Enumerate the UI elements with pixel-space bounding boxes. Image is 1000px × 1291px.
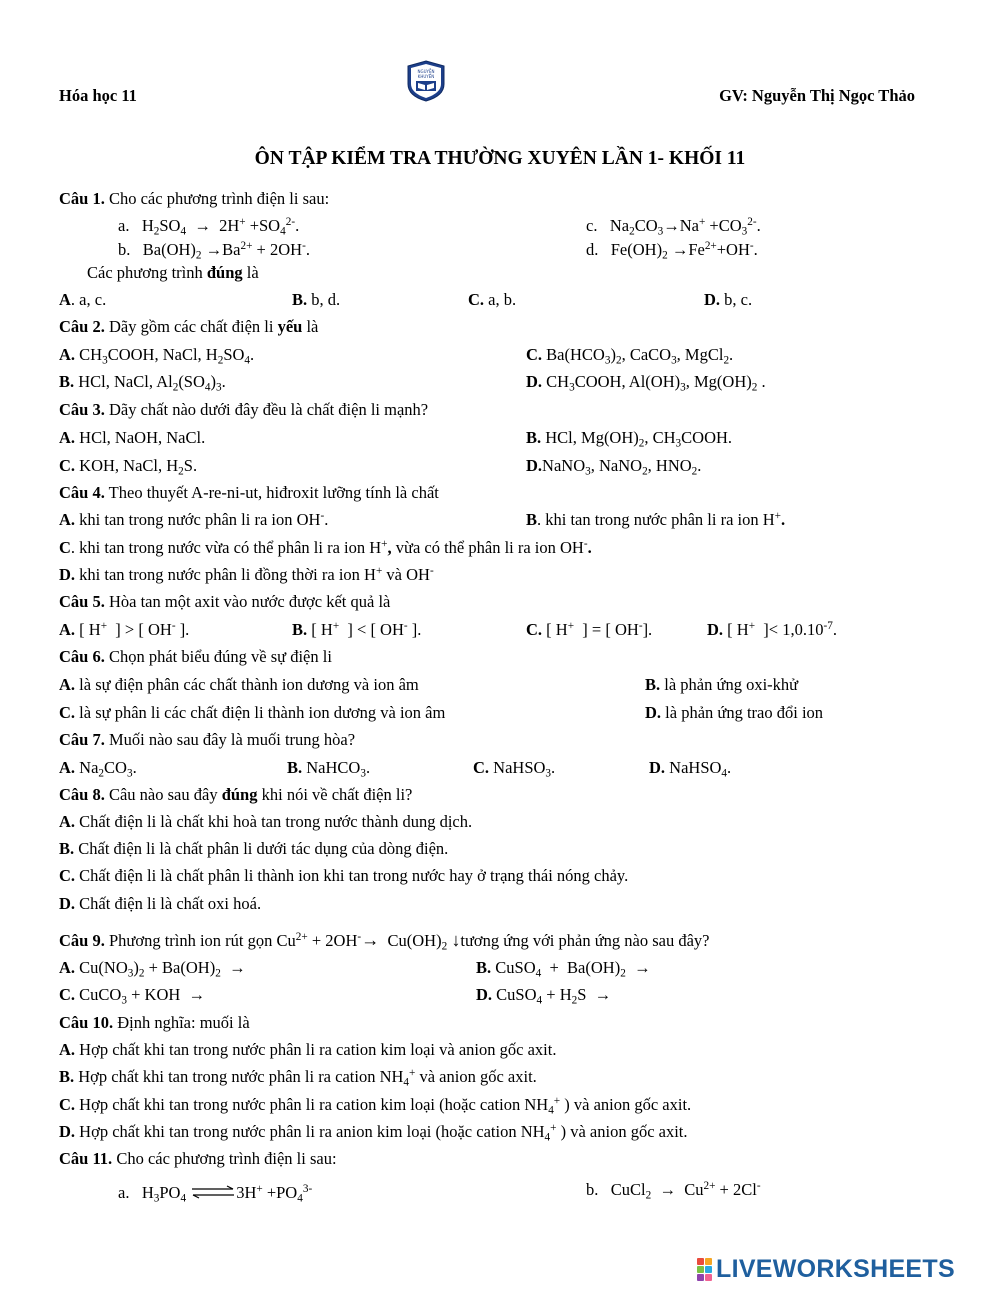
q3-option-a[interactable]: A. HCl, NaOH, NaCl. — [59, 428, 206, 447]
q9-option-c[interactable]: C. CuCO$_3$ + KOH → — [59, 985, 206, 1007]
q1-option-d[interactable]: D. b, c. — [704, 290, 753, 309]
q6-option-d[interactable]: D. là phản ứng trao đổi ion — [645, 703, 824, 722]
q5-option-c[interactable]: C. [ H+ ] = [ OH-]. — [526, 619, 653, 639]
q11-equation-b: b. CuCl$_2$ → $Cu^{2+} + 2Cl^-$ — [586, 1179, 761, 1202]
question-8: Câu 8. Câu nào sau đây đúng khi nói về chất điện li? — [59, 785, 413, 804]
q7-option-d[interactable]: D. NaHSO$_4$. — [649, 758, 732, 780]
q1-equation-d: d. $Fe(OH)_2 \to Fe^{2+}+OH^-$. — [586, 239, 758, 262]
svg-text:KHUYẾN: KHUYẾN — [417, 74, 435, 79]
question-11: Câu 11. Cho các phương trình điện li sau: — [59, 1149, 337, 1168]
q7-option-b[interactable]: B. NaHCO$_3$. — [287, 758, 371, 780]
q1-option-c[interactable]: C. a, b. — [468, 290, 517, 309]
question-4: Câu 4. Theo thuyết A-re-ni-ut, hiđroxit lưỡng tính là chất — [59, 483, 439, 502]
liveworksheets-brand[interactable] — [697, 1254, 955, 1284]
q1-option-b[interactable]: B. b, d. — [292, 290, 341, 309]
q5-option-a[interactable]: A. [ H+ ] > [ OH- ]. — [59, 619, 190, 639]
question-10: Câu 10. Định nghĩa: muối là — [59, 1013, 250, 1032]
q8-option-c[interactable]: C. Chất điện li là chất phân li thành ion khi tan trong nước hay ở trạng thái nóng chảy. — [59, 866, 629, 885]
q5-option-d[interactable]: D. [ H+ ]< $1,0.10^{-7}$. — [707, 619, 837, 639]
question-9: Câu 9. Phương trình ion rút gọn $Cu^{2+} + 2OH^-\to Cu(OH)_2$ ↓tương ứng với phản ứng nào sau đây? — [59, 930, 710, 953]
q2-option-a[interactable]: A. $CH_3COOH$, NaCl, $H_2SO_4$. — [59, 345, 255, 367]
q11-equation-a: a. $H_3PO_4$ $3H^+ +PO_4^{3-}$ — [118, 1182, 313, 1205]
question-7: Câu 7. Muối nào sau đây là muối trung hòa? — [59, 730, 356, 749]
q1-equation-a: a. $H_2SO_4 \to 2H^+ +SO_4^{2-}$. — [118, 215, 300, 238]
q6-option-c[interactable]: C. là sự phân li các chất điện li thành ion dương và ion âm — [59, 703, 446, 722]
q9-option-a[interactable]: A. $Cu(NO_3)_2 + Ba(OH)_2$ → — [59, 958, 246, 980]
school-logo-icon — [406, 60, 446, 102]
q3-option-b[interactable]: B. HCl, $Mg(OH)_2$, $CH_3COOH$. — [526, 428, 733, 450]
q6-option-b[interactable]: B. là phản ứng oxi-khử — [645, 675, 799, 694]
q10-option-b[interactable]: B. Hợp chất khi tan trong nước phân li ra cation $NH_4^+$ và anion gốc axit. — [59, 1066, 537, 1089]
question-3: Câu 3. Dãy chất nào dưới đây đều là chất điện li mạnh? — [59, 400, 429, 419]
page-title: ÔN TẬP KIỂM TRA THƯỜNG XUYÊN LẦN 1- KHỐI 11 — [254, 148, 746, 169]
teacher-label: GV: Nguyễn Thị Ngọc Thảo — [719, 86, 915, 105]
q4-option-d[interactable]: D. khi tan trong nước phân li đồng thời ra ion H+ và OH- — [59, 564, 434, 584]
q5-option-b[interactable]: B. [ H+ ] < [ OH- ]. — [292, 619, 422, 639]
q2-option-c[interactable]: C. $Ba(HCO_3)_2$, CaCO$_3$, MgCl$_2$. — [526, 345, 734, 367]
q4-option-b[interactable]: B. khi tan trong nước phân li ra ion H+. — [526, 509, 786, 529]
q1-equation-b: b. $Ba(OH)_2 \to Ba^{2+} + 2OH^-$. — [118, 239, 310, 262]
q10-option-d[interactable]: D. Hợp chất khi tan trong nước phân li ra anion kim loại (hoặc cation $NH_4^+$ ) và anion gốc axit. — [59, 1121, 688, 1144]
liveworksheets-wordmark: LIVEWORKSHEETS — [716, 1254, 955, 1283]
equilibrium-arrow-icon — [190, 1184, 236, 1200]
q10-option-c[interactable]: C. Hợp chất khi tan trong nước phân li ra cation kim loại (hoặc cation $NH_4^+$ ) và anion gốc axit. — [59, 1094, 692, 1117]
q3-option-c[interactable]: C. KOH, NaCl, $H_2S$. — [59, 456, 198, 478]
q2-option-b[interactable]: B. HCl, NaCl, $Al_2(SO_4)_3$. — [59, 372, 226, 394]
q4-option-a[interactable]: A. khi tan trong nước phân li ra ion OH-. — [59, 509, 329, 529]
q7-option-a[interactable]: A. $Na_2CO_3$. — [59, 758, 137, 780]
q1-prompt: Các phương trình đúng là — [87, 263, 259, 282]
q8-option-a[interactable]: A. Chất điện li là chất khi hoà tan trong nước thành dung dịch. — [59, 812, 473, 831]
q4-option-c[interactable]: C. khi tan trong nước vừa có thể phân li ra ion H+, vừa có thể phân li ra ion OH-. — [59, 537, 592, 557]
subject-label: Hóa học 11 — [59, 86, 137, 105]
question-6: Câu 6. Chọn phát biểu đúng về sự điện li — [59, 647, 332, 666]
q7-option-c[interactable]: C. NaHSO$_3$. — [473, 758, 556, 780]
q9-option-d[interactable]: D. CuSO$_4$ + $H_2S$ → — [476, 985, 612, 1007]
q1-option-a[interactable]: A. a, c. — [59, 290, 107, 309]
svg-text:NGUYỄN: NGUYỄN — [417, 69, 435, 74]
q2-option-d[interactable]: D. $CH_3COOH$, $Al(OH)_3$, $Mg(OH)_2$ . — [526, 372, 766, 394]
q6-option-a[interactable]: A. là sự điện phân các chất thành ion dương và ion âm — [59, 675, 419, 694]
question-2: Câu 2. Dãy gồm các chất điện li yếu là — [59, 317, 319, 336]
liveworksheets-logo-icon — [697, 1258, 712, 1281]
q1-equation-c: c. $Na_2CO_3\to Na^+ +CO_3^{2-}$. — [586, 215, 761, 238]
q8-option-d[interactable]: D. Chất điện li là chất oxi hoá. — [59, 894, 262, 913]
q9-option-b[interactable]: B. CuSO$_4$ + $Ba(OH)_2$ → — [476, 958, 651, 980]
q10-option-a[interactable]: A. Hợp chất khi tan trong nước phân li ra cation kim loại và anion gốc axit. — [59, 1040, 557, 1059]
q3-option-d[interactable]: D.NaNO$_3$, NaNO$_2$, $HNO_2$. — [526, 456, 702, 478]
q8-option-b[interactable]: B. Chất điện li là chất phân li dưới tác dụng của dòng điện. — [59, 839, 449, 858]
question-1: Câu 1. Cho các phương trình điện li sau: — [59, 189, 330, 208]
question-5: Câu 5. Hòa tan một axit vào nước được kết quả là — [59, 592, 391, 611]
